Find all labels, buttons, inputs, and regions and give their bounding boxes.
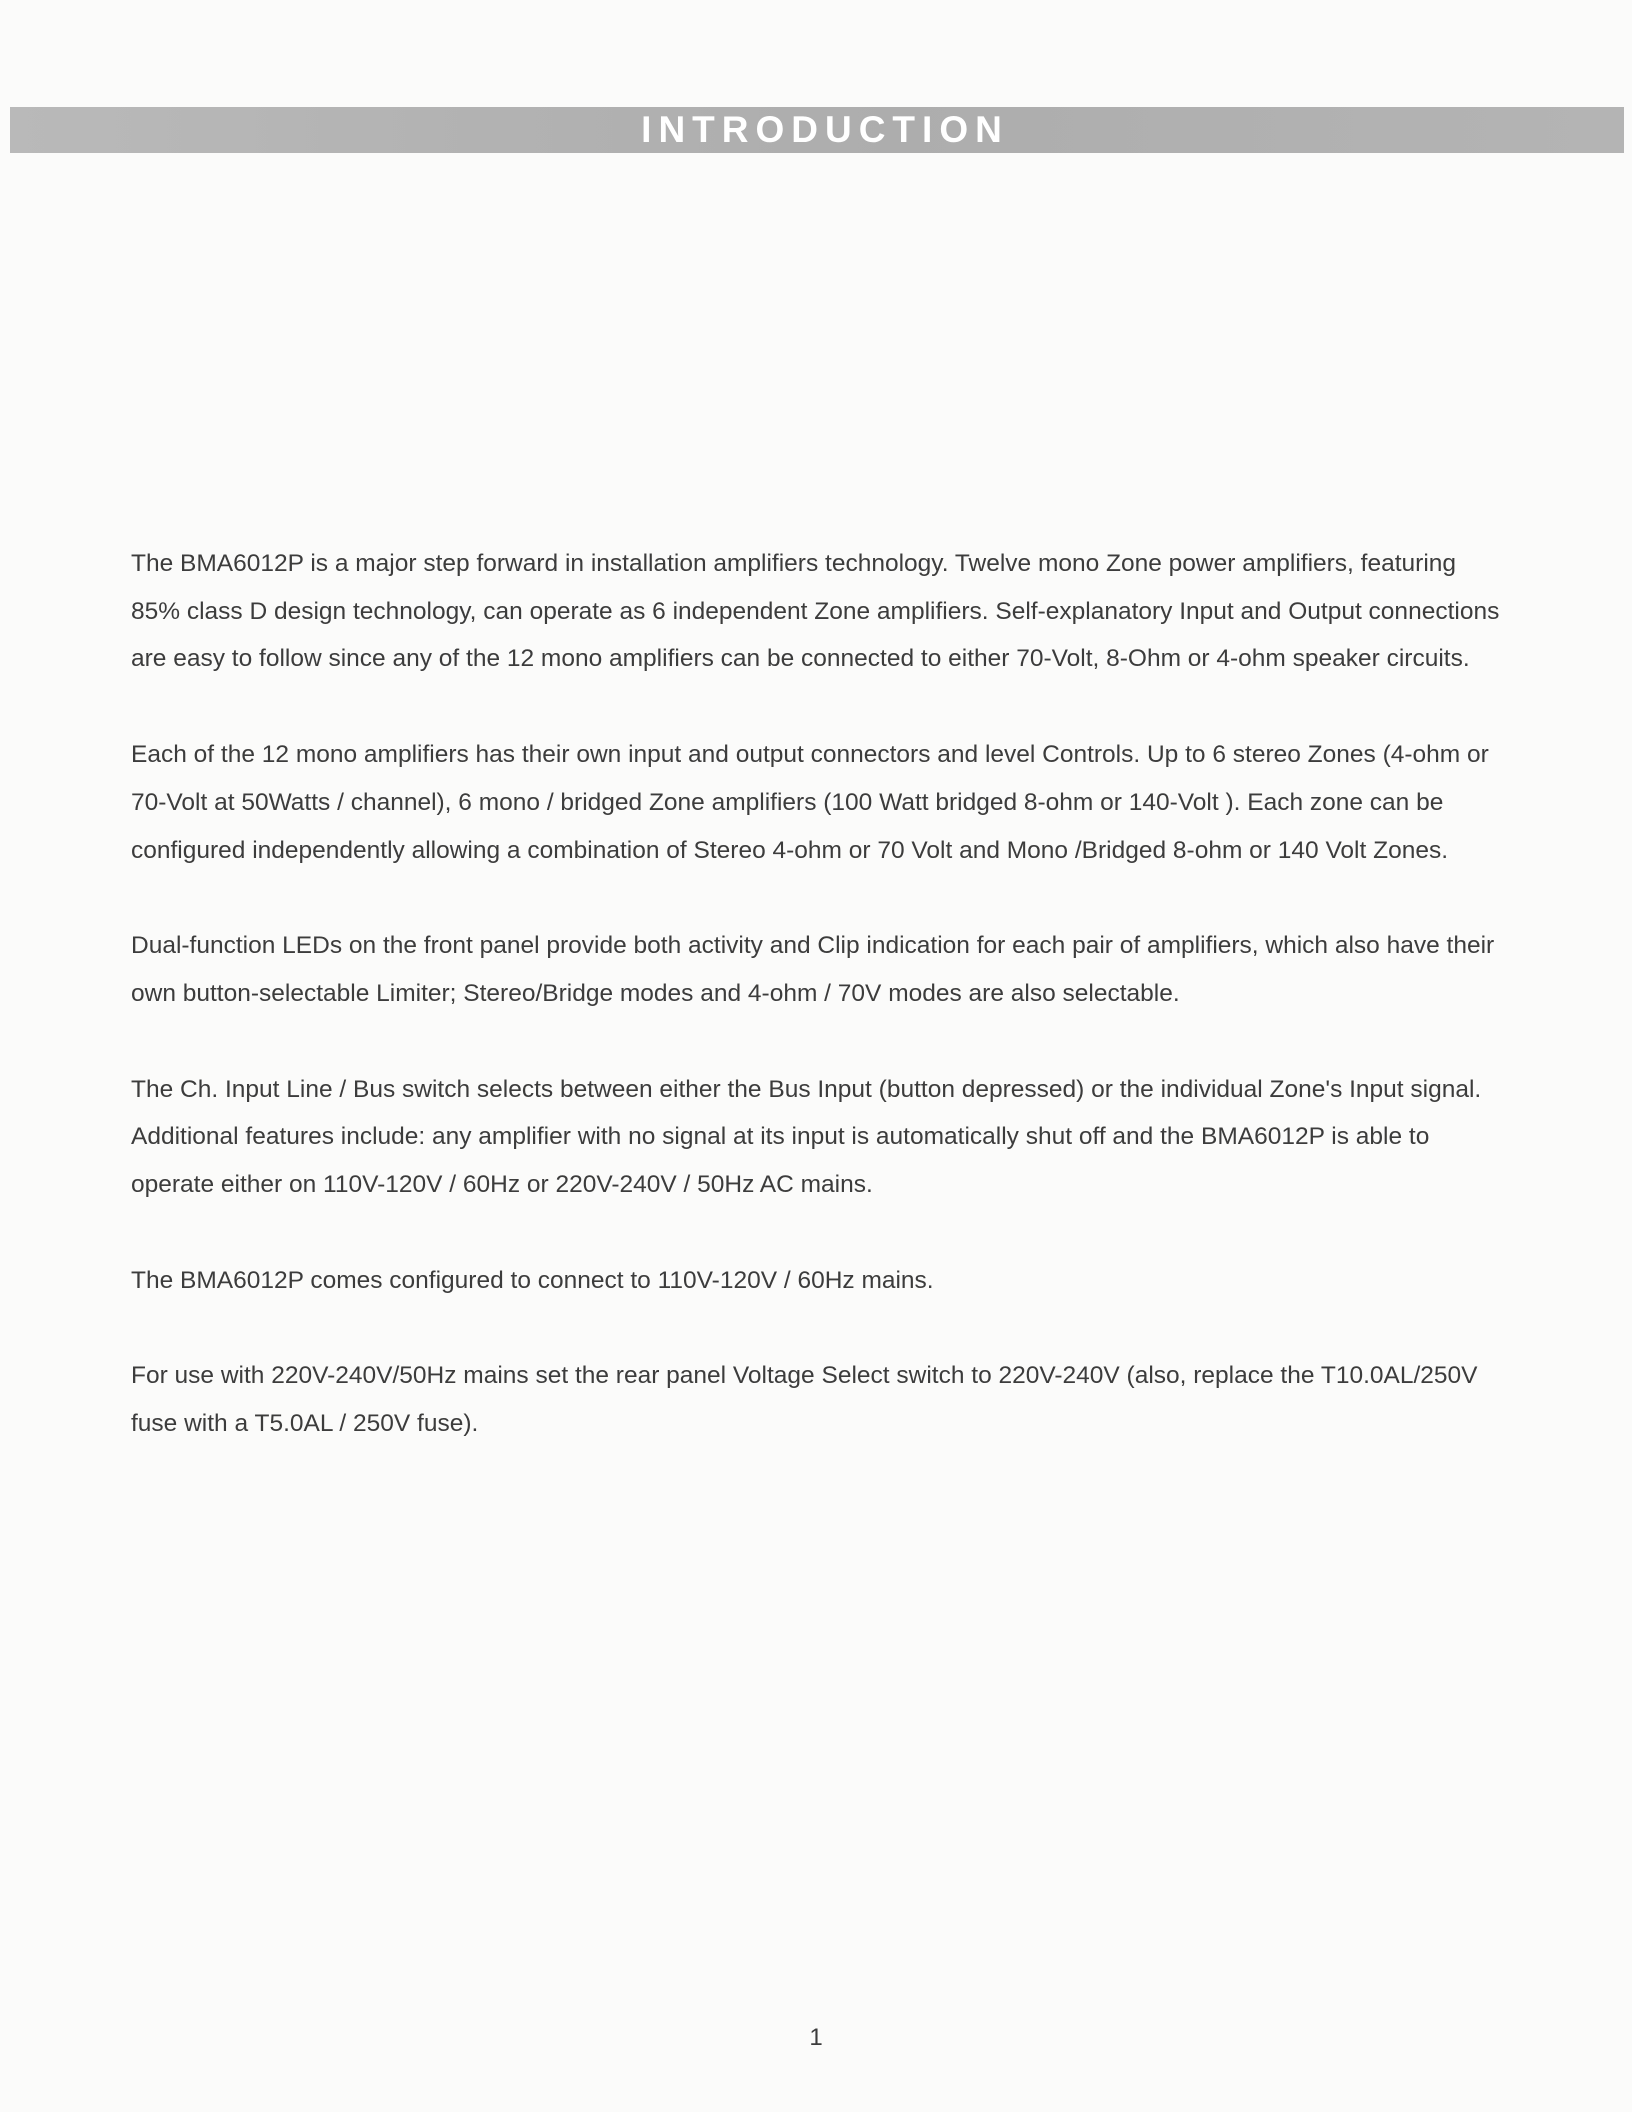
body-text [131,540,1511,1496]
section-header-bar [10,107,1624,153]
paragraph-leds: Dual-function LEDs on the front panel provide both activity and Clip indication for each pair of amplifiers, which also have their own button-selectable Limiter; Stereo/Bridge modes and 4-ohm / 70V modes are also selectable. [131,932,1495,1007]
paragraph-voltage-select: For use with 220V-240V/50Hz mains set the rear panel Voltage Select switch to 220V-240V (also, replace the T10.0AL/250V fuse with a T5.0AL / 250V fuse). [131,1362,1478,1438]
paragraph-overview: The BMA6012P is a major step forward in installation amplifiers technology. Twelve mono Zone power amplifiers, featuring 85% class D design technology, can operate as 6 independent Zone amplifiers. Self-explanatory Input and Output connections are easy to follow since any of the 12 mono amplifiers can be connected to either 70-Volt, 8-Ohm or 4-ohm speaker circuits. [131,550,1500,673]
paragraph-zones: Each of the 12 mono amplifiers has their own input and output connectors and level Controls. Up to 6 stereo Zones (4-ohm or 70-Volt at 50Watts / channel), 6 mono / bridged Zone amplifiers (100 Watt bridged 8-ohm or 140-Volt ). Each zone can be configured independently allowing a combination of Stereo 4-ohm or 70 Volt and Mono /Bridged 8-ohm or 140 Volt Zones. [131,741,1489,864]
page-number: 1 [809,2024,823,2051]
paragraph-default-config: The BMA6012P comes configured to connect to 110V-120V / 60Hz mains. [131,1266,934,1294]
section-title: INTRODUCTION [641,109,1009,150]
paragraph-input-switch: The Ch. Input Line / Bus switch selects between either the Bus Input (button depressed) or the individual Zone's Input signal. Additional features include: any amplifier with no signal at its input is automatically shut off and the BMA6012P is able to operate either on 110V-120V / 60Hz or 220V-240V / 50Hz AC mains. [131,1075,1482,1199]
